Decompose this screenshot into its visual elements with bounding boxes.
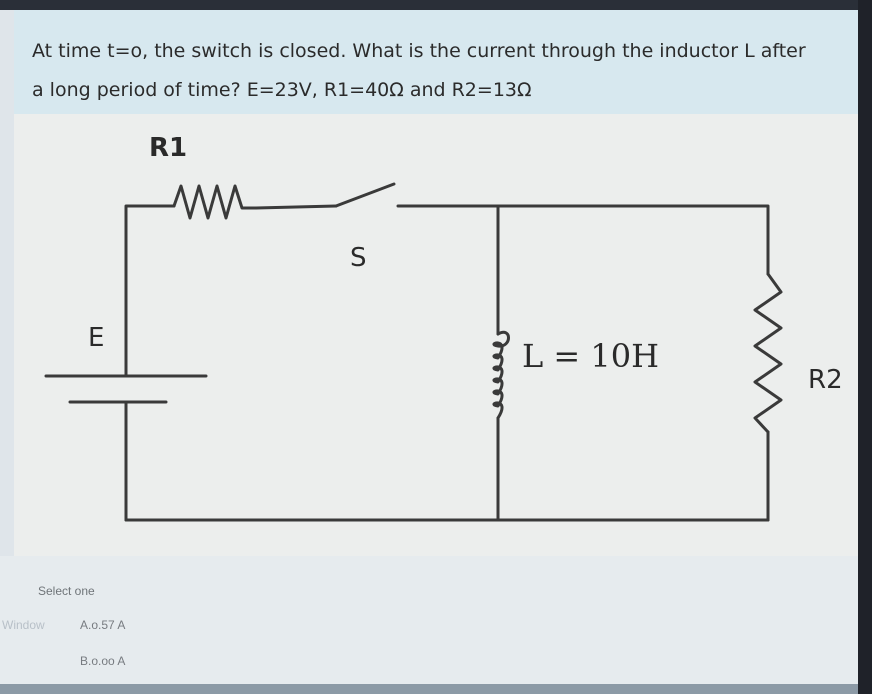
question-panel [14,10,858,114]
r2-resistor [755,274,781,432]
answer-option-a[interactable]: A.o.57 A [80,618,126,632]
inductor-label: L = 10H [522,337,660,375]
right-edge [858,0,872,694]
switch-label: S [350,243,367,273]
wire-left-top [126,206,174,376]
select-one-label: Select one [38,584,95,598]
wire-top-right [398,206,768,274]
question-text [32,32,858,110]
activate-windows-watermark: Window [2,618,45,632]
bottom-edge [0,684,858,694]
answer-option-b[interactable]: B.o.oo A [80,654,126,668]
circuit-figure [14,114,858,556]
question-line-2: a long period of time? E=23V, R1=40Ω and R2=13Ω [32,79,532,101]
wire-r1-switch [256,206,336,208]
answers-panel [0,556,858,694]
question-line-1: At time t=o, the switch is closed. What is the current through the inductor L after [32,40,806,62]
r2-label: R2 [808,365,843,395]
top-bar [0,0,872,10]
circuit-diagram [14,114,858,556]
r1-label: R1 [149,133,188,163]
inductor-coil [494,332,509,418]
source-label: E [88,323,105,353]
r1-resistor [174,186,256,218]
switch-blade [336,184,394,206]
